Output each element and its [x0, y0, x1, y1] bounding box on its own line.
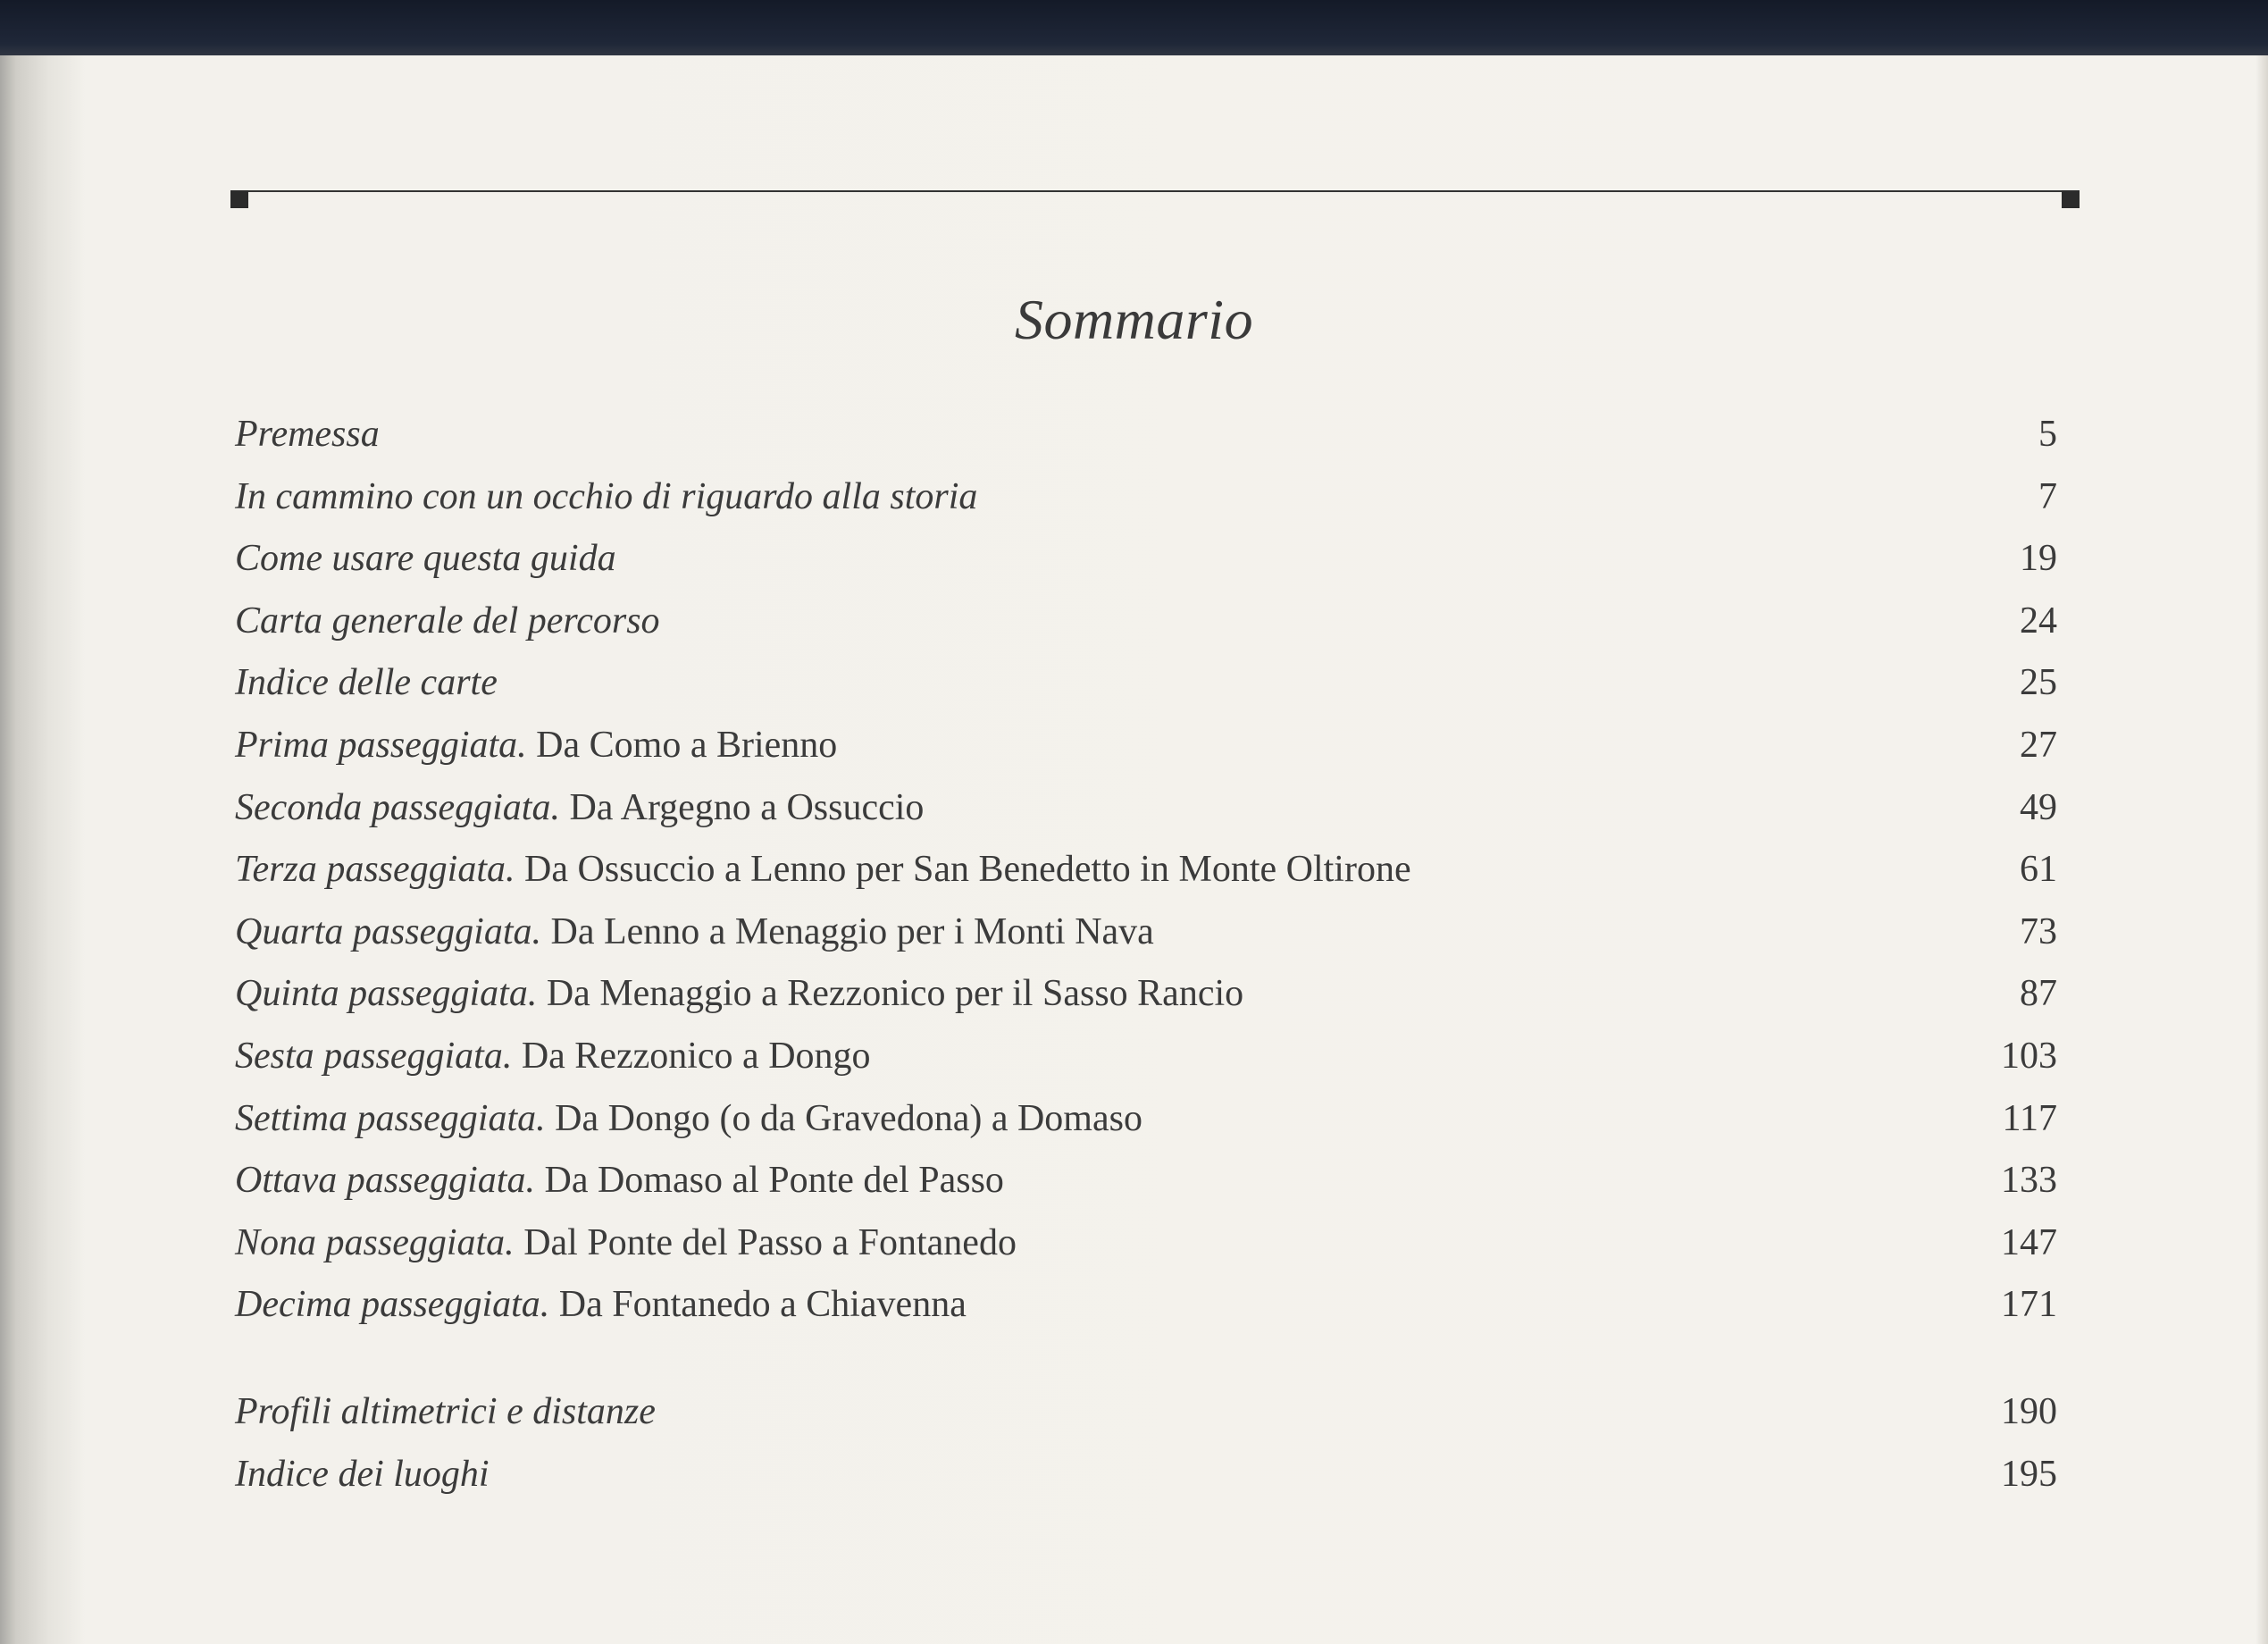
toc-page-number: 73: [2020, 910, 2057, 952]
toc-entry-lead: Profili altimetrici e distanze: [235, 1390, 656, 1432]
toc-entry-lead: Decima passeggiata.: [235, 1284, 550, 1326]
toc-entry-rest: Da Argegno a Ossuccio: [559, 786, 925, 828]
toc-page-number: 195: [2001, 1453, 2057, 1495]
table-of-contents: [235, 404, 2057, 1506]
toc-entry-lead: Come usare questa guida: [235, 538, 616, 580]
toc-page-number: 61: [2020, 849, 2057, 891]
toc-page-number: 49: [2020, 786, 2057, 828]
toc-page-number: 190: [2001, 1390, 2057, 1432]
toc-page-number: 171: [2001, 1284, 2057, 1326]
toc-entry-lead: In cammino con un occhio di riguardo alla storia: [235, 475, 978, 517]
toc-entry: [235, 777, 2057, 840]
toc-entry-rest: Da Como a Brienno: [526, 724, 838, 766]
toc-entry-lead: Carta generale del percorso: [235, 600, 660, 642]
toc-entry-lead: Premessa: [235, 414, 380, 455]
toc-entry: [235, 963, 2057, 1026]
toc-entry: [235, 715, 2057, 777]
toc-entry-lead: Terza passeggiata.: [235, 849, 515, 891]
toc-section-gap: [235, 1337, 2057, 1381]
rule-end-square-left: [230, 190, 248, 208]
toc-entry-rest: Da Rezzonico a Dongo: [512, 1035, 871, 1077]
toc-entry-rest: Da Dongo (o da Gravedona) a Domaso: [545, 1097, 1142, 1139]
toc-entry: [235, 1150, 2057, 1212]
rule-end-square-right: [2062, 190, 2080, 208]
page-title: Sommario: [1014, 288, 1254, 351]
toc-entry-lead: Sesta passeggiata.: [235, 1035, 513, 1077]
toc-entry-rest: Dal Ponte del Passo a Fontanedo: [514, 1221, 1017, 1263]
toc-entry: [235, 1212, 2057, 1275]
toc-page-number: 87: [2020, 973, 2057, 1015]
toc-entry: [235, 404, 2057, 466]
toc-entry-rest: Da Ossuccio a Lenno per San Benedetto in Monte Oltirone: [515, 849, 1411, 891]
toc-page-number: 27: [2020, 724, 2057, 766]
toc-entry: [235, 1088, 2057, 1151]
book-top-edge: [0, 0, 2268, 63]
toc-appendix-entry: [235, 1444, 2057, 1506]
toc-entry-rest: Da Lenno a Menaggio per i Monti Nava: [541, 910, 1154, 952]
toc-entry: [235, 652, 2057, 715]
toc-entry-lead: Quinta passeggiata.: [235, 973, 538, 1015]
toc-entry-lead: Indice dei luoghi: [235, 1453, 490, 1495]
toc-page-number: 7: [2038, 475, 2057, 517]
toc-entry: [235, 902, 2057, 964]
toc-entry-lead: Prima passeggiata.: [235, 724, 527, 766]
toc-entry-lead: Settima passeggiata.: [235, 1097, 546, 1139]
toc-entry-lead: Ottava passeggiata.: [235, 1160, 535, 1202]
header-rule: [230, 190, 2080, 192]
toc-page-number: 117: [2002, 1097, 2057, 1139]
toc-entry-lead: Nona passeggiata.: [235, 1221, 515, 1263]
toc-page-number: 133: [2001, 1160, 2057, 1202]
toc-entry: [235, 591, 2057, 653]
toc-page-number: 25: [2020, 662, 2057, 704]
toc-entry: [235, 528, 2057, 591]
toc-entry-rest: Da Menaggio a Rezzonico per il Sasso Rancio: [537, 973, 1244, 1015]
toc-page-number: 103: [2001, 1035, 2057, 1077]
toc-page-number: 19: [2020, 538, 2057, 580]
toc-page-number: 5: [2038, 414, 2057, 455]
toc-entry-lead: Quarta passeggiata.: [235, 910, 542, 952]
toc-page-number: 24: [2020, 600, 2057, 642]
toc-page-number: 147: [2001, 1221, 2057, 1263]
toc-entry: [235, 839, 2057, 902]
toc-entry: [235, 1026, 2057, 1088]
toc-entry-rest: Da Fontanedo a Chiavenna: [549, 1284, 967, 1326]
toc-entry: [235, 466, 2057, 529]
toc-appendix-entry: [235, 1381, 2057, 1444]
toc-entry-lead: Seconda passeggiata.: [235, 786, 560, 828]
toc-entry: [235, 1274, 2057, 1337]
toc-entry-lead: Indice delle carte: [235, 662, 498, 704]
toc-entry-rest: Da Domaso al Ponte del Passo: [534, 1160, 1004, 1202]
